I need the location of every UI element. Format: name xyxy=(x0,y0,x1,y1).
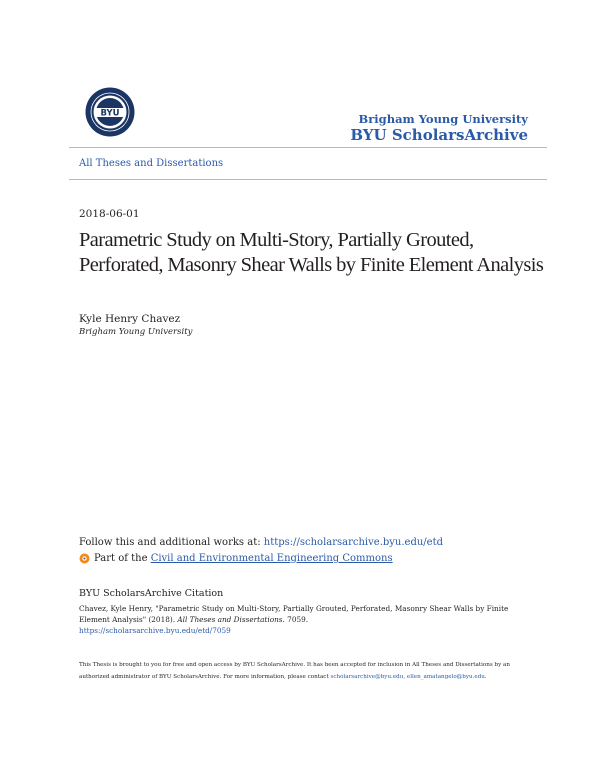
citation-series: All Theses and Dissertations xyxy=(177,615,283,624)
follow-link[interactable]: https://scholarsarchive.byu.edu/etd xyxy=(263,537,444,548)
collection-divider xyxy=(69,179,547,180)
author-name: Kyle Henry Chavez xyxy=(79,313,181,325)
archive-name[interactable]: BYU ScholarsArchive xyxy=(350,126,528,144)
commons-link[interactable]: Civil and Environmental Engineering Commons xyxy=(150,553,393,564)
citation-link[interactable]: https://scholarsarchive.byu.edu/etd/7059 xyxy=(79,626,231,635)
byu-seal-logo xyxy=(85,87,135,137)
follow-line xyxy=(79,537,443,548)
university-header xyxy=(350,112,528,144)
university-name: Brigham Young University xyxy=(358,112,528,126)
author-affiliation: Brigham Young University xyxy=(79,327,193,337)
contact-email-link[interactable]: scholarsarchive@byu.edu, ellen_amatangelo@byu.edu xyxy=(330,674,485,680)
citation-body: Chavez, Kyle Henry, "Parametric Study on Multi-Story, Partially Grouted, Perforated, Masonry Shear Walls by Finite Element Analysis" (2018). xyxy=(79,604,509,624)
citation-text xyxy=(79,603,529,636)
collection-link[interactable]: All Theses and Dissertations xyxy=(79,158,224,169)
citation-heading: BYU ScholarsArchive Citation xyxy=(79,588,224,599)
footer-text: This Thesis is brought to you for free and open access by BYU ScholarsArchive. It has been accepted for inclusion in All Theses and Dissertations by an authorized administrator of BYU ScholarsArchive. For more information, please contact xyxy=(79,662,510,680)
part-of-line xyxy=(79,553,393,564)
footer-end: . xyxy=(484,674,487,680)
citation-number: . 7059. xyxy=(282,615,309,624)
document-title: Parametric Study on Multi-Story, Partially Grouted, Perforated, Masonry Shear Walls by Finite Element Analysis xyxy=(79,229,544,276)
top-divider xyxy=(69,147,547,148)
part-of-label: Part of the xyxy=(94,553,151,564)
commons-network-icon xyxy=(79,553,90,564)
follow-label: Follow this and additional works at: xyxy=(79,537,264,548)
footer-notice xyxy=(79,659,524,683)
seal-text: BYU xyxy=(100,108,120,119)
publication-date: 2018-06-01 xyxy=(79,208,140,220)
